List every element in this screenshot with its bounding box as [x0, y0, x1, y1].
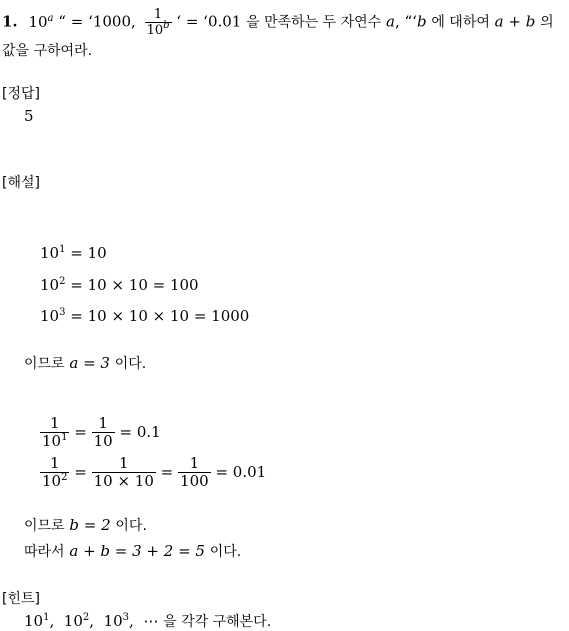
f1-den-base: 10 — [42, 431, 62, 450]
f2-eq2: = — [160, 462, 174, 481]
conclude-b-expr: b = 2 — [69, 516, 111, 534]
f2-rhs: = 0.01 — [215, 462, 267, 481]
f2-frac-b — [92, 456, 156, 490]
f1-eq: = — [74, 422, 87, 441]
eq1-rhs: = 10 — [70, 244, 107, 262]
hint-p1-base: 10 — [24, 612, 44, 630]
problem-fraction — [145, 8, 172, 37]
problem-cond1: “ = ‘1000, — [58, 12, 136, 31]
hint-p1-exp: 1 — [43, 612, 50, 623]
eq2-exp: 2 — [59, 276, 66, 287]
answer-value: 5 — [24, 107, 34, 125]
final-expr: a + b = 3 + 2 = 5 — [69, 542, 205, 560]
f2-den — [40, 472, 69, 490]
solution-eq-1 — [40, 244, 107, 262]
problem-power-a — [28, 13, 53, 31]
hint-dots: ⋯ — [143, 612, 159, 630]
solution-conclude-a — [24, 353, 146, 373]
conclude-b-pre: 이므로 — [24, 518, 65, 534]
f2-den-exp: 2 — [61, 471, 68, 483]
problem-text-for: 에 대하여 — [431, 14, 490, 31]
solution-eq-2 — [40, 276, 199, 294]
hint-p3-base: 10 — [103, 612, 123, 630]
problem-text-of: 의 — [540, 14, 554, 31]
solution-final — [24, 541, 241, 561]
problem-frac-num: 1 — [153, 7, 163, 22]
solution-conclude-b — [24, 515, 147, 535]
eq3-exp: 3 — [59, 307, 66, 318]
f1-frac-b — [92, 416, 115, 450]
conclude-a-post: 이다. — [114, 356, 147, 372]
problem-exp-a: a — [47, 12, 54, 24]
f2b-num: 1 — [118, 454, 129, 472]
problem-var-a: a — [385, 12, 395, 31]
hint-p3-exp: 3 — [122, 612, 130, 623]
f2-num: 1 — [49, 454, 60, 472]
problem-line-2: 값을 구하여라. — [2, 43, 93, 59]
hint-p2-exp: 2 — [82, 612, 90, 623]
hint-text: 을 각각 구해본다. — [163, 614, 272, 630]
problem-frac-den-base: 10 — [146, 22, 164, 38]
f2-den-base: 10 — [42, 471, 62, 490]
eq2-base: 10 — [40, 276, 60, 294]
problem-line-1 — [2, 8, 554, 37]
problem-text-main: 을 만족하는 두 자연수 — [246, 14, 382, 31]
eq3-rhs: = 10 × 10 × 10 = 1000 — [70, 307, 250, 325]
hint-line: $10^1$, $10^2$, $10^3$, ⋯ 을 각각 구해본다. — [24, 612, 272, 630]
f2-frac-c — [178, 456, 211, 490]
problem-number: 1. — [2, 12, 18, 31]
problem-base-1: 10 — [28, 12, 48, 31]
solution-frac-line-1 — [40, 416, 161, 450]
f1b-num: 1 — [98, 414, 108, 432]
f1-den — [40, 432, 69, 450]
f1-frac-a — [40, 416, 69, 450]
f2c-num: 1 — [189, 454, 200, 472]
eq1-base: 10 — [40, 244, 60, 262]
problem-sep: , — [394, 12, 400, 31]
f1-den-exp: 1 — [61, 431, 68, 443]
final-pre: 따라서 — [24, 544, 65, 560]
solution-label: [해설] — [2, 175, 40, 191]
f2-eq: = — [74, 462, 87, 481]
conclude-a-pre: 이므로 — [24, 356, 65, 372]
solution-frac-line-2 — [40, 456, 266, 490]
problem-var-b: b — [416, 12, 427, 31]
f1b-den: 10 — [93, 431, 113, 450]
problem-quote-b: “‘ — [404, 12, 417, 31]
eq3-base: 10 — [40, 307, 60, 325]
problem-sum-expr: a + b — [494, 12, 536, 31]
solution-eq-3 — [40, 307, 249, 325]
f1-rhs: = 0.1 — [119, 422, 161, 441]
f2b-den: 10 × 10 — [93, 471, 154, 490]
eq2-rhs: = 10 × 10 = 100 — [70, 276, 199, 294]
problem-cond2: ‘ = ‘0.01 — [176, 12, 242, 31]
conclude-b-post: 이다. — [115, 518, 147, 534]
problem-exp-b: b — [163, 19, 170, 31]
f1-num: 1 — [49, 414, 60, 432]
problem-frac-den — [145, 19, 172, 38]
hint-label: [힌트] — [2, 591, 40, 607]
hint-p2-base: 10 — [63, 612, 83, 630]
answer-label: [정답] — [2, 86, 40, 102]
final-post: 이다. — [209, 544, 242, 560]
f2-frac-a — [40, 456, 69, 490]
f2c-den: 100 — [180, 471, 209, 490]
conclude-a-expr: a = 3 — [69, 354, 110, 372]
eq1-exp: 1 — [59, 244, 66, 255]
